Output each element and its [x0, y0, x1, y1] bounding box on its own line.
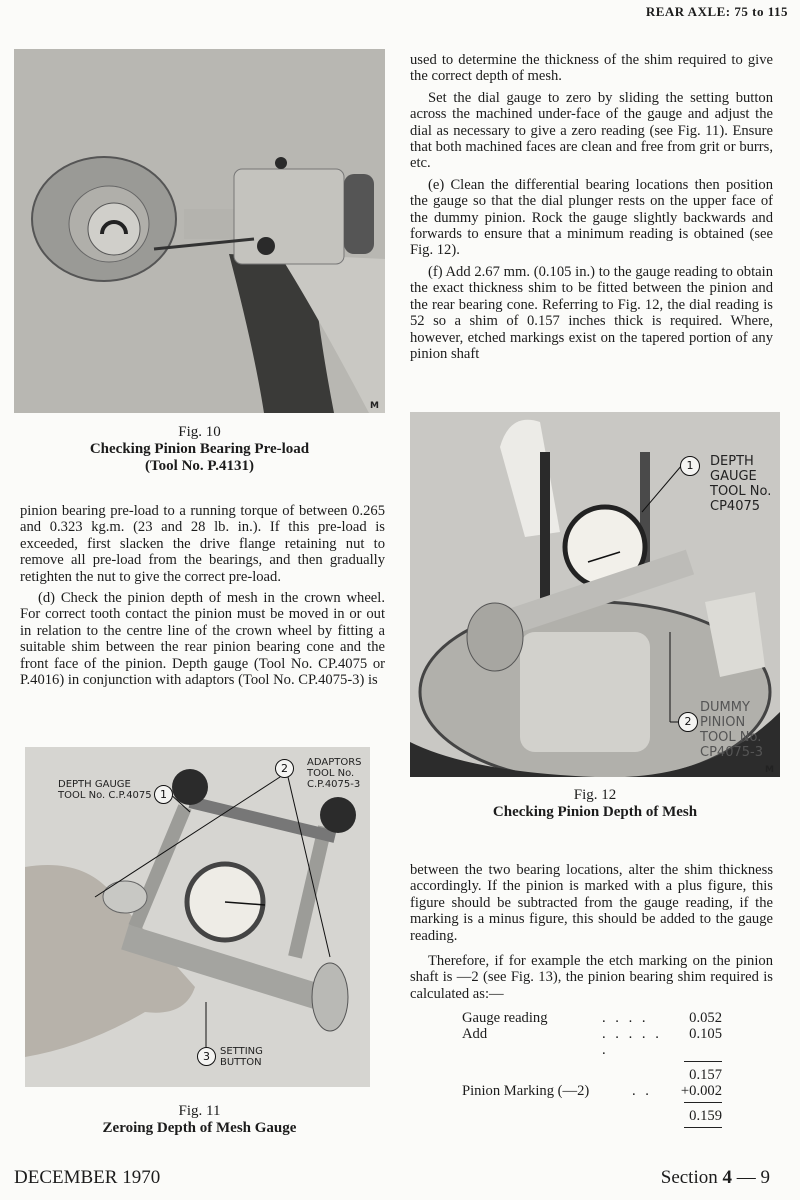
calc-row-pinion-marking: Pinion Marking (—2) . . +0.002	[462, 1083, 722, 1099]
right-column-bottom-body	[410, 862, 773, 1007]
fig10-caption	[14, 424, 385, 475]
fig11-callout-2-label: ADAPTORS TOOL No. C.P.4075-3	[307, 757, 362, 790]
paragraph: (d) Check the pinion depth of mesh in the crown wheel. For correct tooth contact the pinion must be moved in or out in relation to the centre line of the crown wheel by fitting a suitable shim between the rear pinion bearing cone and the front face of the pinion. Depth gauge (Tool No. CP.4075 or P.4016) in conjunction with adaptors (Tool No. CP.4075-3) is	[20, 590, 385, 689]
fig11-caption	[14, 1103, 385, 1137]
paragraph: (f) Add 2.67 mm. (0.105 in.) to the gauge reading to obtain the exact thickness shim to be fitted between the pinion and the rear bearing cone. Referring to Fig. 12, the dial reading is 52 so a shim of 0.157 inches thick is required. Where, however, etched markings exist on the tapered portion of any pinion shaft	[410, 263, 773, 362]
fig12-title: Checking Pinion Depth of Mesh	[492, 804, 698, 820]
fig12-callout-2-marker: 2	[678, 712, 698, 732]
footer-section: Section 4 — 9	[660, 1167, 770, 1188]
right-column-top-body	[410, 52, 773, 367]
fig11-callout-3-marker: 3	[197, 1047, 216, 1066]
fig12-callout-1-marker: 1	[680, 456, 700, 476]
paragraph: (e) Clean the differential bearing locations then position the gauge so that the dial plunger rests on the upper face of the dummy pinion. Rock the gauge slightly backwards and forwards to ensure that a minimum reading is obtained (see Fig. 12).	[410, 176, 773, 259]
fig11-number: Fig. 11	[178, 1103, 221, 1119]
calc-rule	[684, 1127, 722, 1128]
fig10-title: Checking Pinion Bearing Pre-load	[89, 441, 310, 457]
fig10-photo	[14, 49, 385, 413]
calc-rule	[684, 1061, 722, 1062]
fig12-photo	[410, 412, 780, 777]
fig11-callout-2-marker: 2	[275, 759, 294, 778]
running-header: REAR AXLE: 75 to 115	[645, 4, 788, 19]
fig12-callout-1-label: DEPTH GAUGE TOOL No. CP4075	[710, 454, 772, 514]
fig11-title: Zeroing Depth of Mesh Gauge	[102, 1120, 297, 1136]
fig12-publisher-mark: M	[765, 765, 774, 775]
calc-row-subtotal: 0.157	[689, 1067, 722, 1083]
fig10-number: Fig. 10	[178, 424, 221, 440]
calc-row-gauge-reading: Gauge reading . . . . 0.052	[462, 1010, 722, 1026]
fig11-photo	[25, 747, 370, 1087]
calc-row-add: Add . . . . . . 0.105	[462, 1026, 722, 1058]
fig12-callout-2-label: DUMMY PINION TOOL No. CP4075-3	[700, 700, 763, 760]
paragraph: between the two bearing locations, alter the shim thickness accordingly. If the pinion is marked with a plus figure, this figure should be subtracted from the gauge reading, if the marking is a minus figure, this should be added to the gauge reading.	[410, 862, 773, 944]
fig11-callout-1-label: DEPTH GAUGE TOOL No. C.P.4075	[58, 779, 152, 801]
pinion-preload-tool-illustration	[14, 49, 385, 413]
fig12-number: Fig. 12	[573, 787, 617, 803]
left-column-body	[20, 503, 385, 693]
paragraph: Set the dial gauge to zero by sliding the setting button across the machined under-face of the gauge and adjust the dial as necessary to give a zero reading (see Fig. 11). Ensure that both machined faces are clean and free from grit or burrs, etc.	[410, 89, 773, 172]
fig12-caption	[410, 787, 780, 821]
fig11-callout-3-label: SETTING BUTTON	[220, 1046, 263, 1068]
paragraph: Therefore, if for example the etch marking on the pinion shaft is —2 (see Fig. 13), the pinion bearing shim required is calculated as:—	[410, 953, 773, 1002]
shim-calculation-table	[462, 1010, 722, 1133]
calc-rule	[684, 1102, 722, 1103]
footer-date: DECEMBER 1970	[14, 1167, 161, 1188]
calc-row-total: 0.159	[689, 1108, 722, 1124]
fig10-publisher-mark: M	[370, 401, 379, 411]
paragraph: pinion bearing pre-load to a running torque of between 0.265 and 0.323 kg.m. (23 and 28 lb. in.). If this pre-load is exceeded, first slacken the drive flange retaining nut to remove all pre-load from the bearings, and then gradually retighten the nut to give the correct pre-load.	[20, 503, 385, 585]
fig11-callout-1-marker: 1	[154, 785, 173, 804]
paragraph: used to determine the thickness of the shim required to give the correct depth of mesh.	[410, 52, 773, 85]
fig10-subtitle: (Tool No. P.4131)	[145, 458, 254, 474]
